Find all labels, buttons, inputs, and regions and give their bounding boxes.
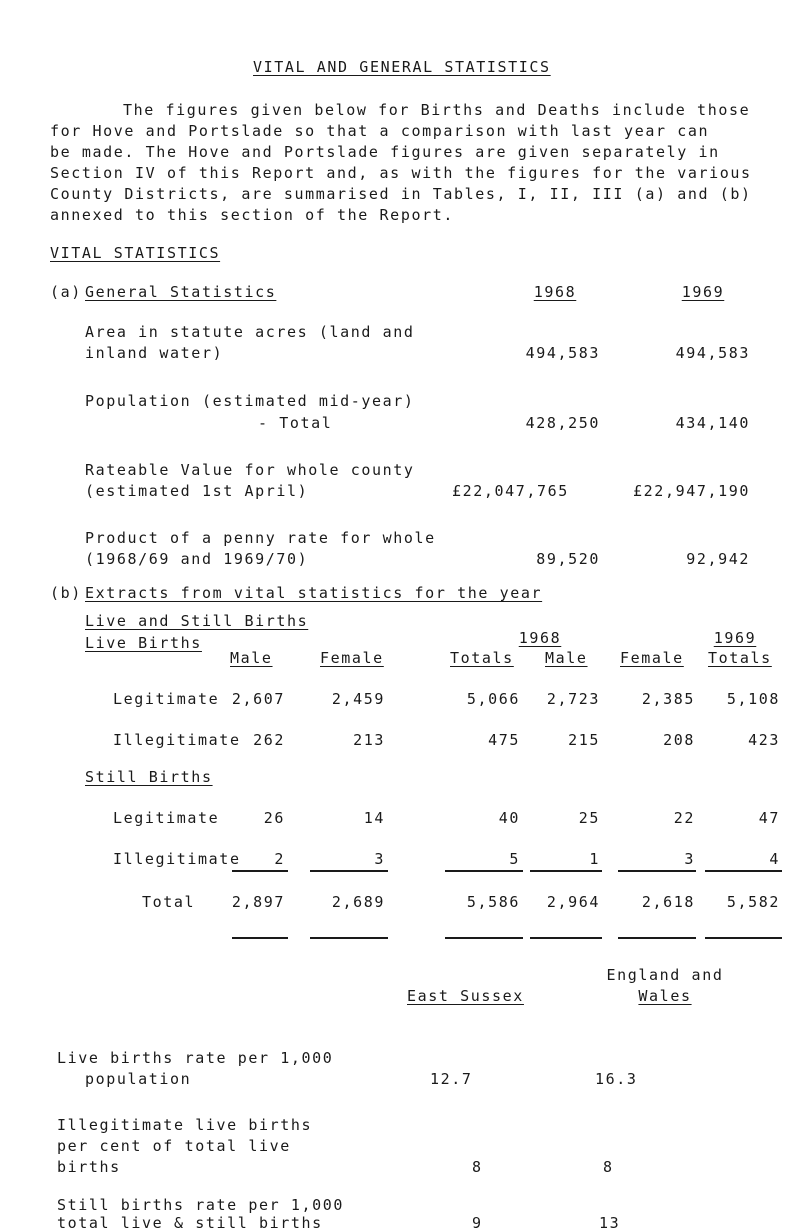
east-sussex-value: 8 xyxy=(472,1158,483,1176)
male-1968: 26 xyxy=(263,809,285,827)
female-1968: 213 xyxy=(353,731,385,749)
male-1968: 2,607 xyxy=(231,690,285,708)
intro-line: annexed to this section of the Report. xyxy=(50,206,454,224)
england-wales-value: 8 xyxy=(603,1158,614,1176)
england-wales-header-line: England and xyxy=(606,966,724,984)
intro-line: be made. The Hove and Portslade figures are given separately in xyxy=(50,143,720,161)
totals-header: Totals xyxy=(450,649,514,667)
sum-rule xyxy=(310,870,388,872)
male-header: Male xyxy=(230,649,273,667)
section-heading: VITAL STATISTICS xyxy=(50,244,221,262)
value-1969: 92,942 xyxy=(686,550,750,568)
value-1968: 494,583 xyxy=(525,344,600,362)
totals-header: Totals xyxy=(708,649,772,667)
total-rule xyxy=(705,937,782,939)
totals-1968: 5 xyxy=(509,850,520,868)
male-1968: 2 xyxy=(274,850,285,868)
intro-line: for Hove and Portslade so that a comparison with last year can xyxy=(50,122,710,140)
total-rule xyxy=(618,937,696,939)
intro-line: The figures given below for Births and Deaths include those xyxy=(123,101,751,119)
female-1969: 3 xyxy=(684,850,695,868)
row-label: Total xyxy=(142,893,196,911)
row-label: per cent of total live xyxy=(57,1137,291,1155)
year-1969-header: 1969 xyxy=(681,283,725,301)
value-1968: £22,047,765 xyxy=(452,482,569,500)
row-label: Area in statute acres (land and xyxy=(85,323,415,341)
row-label: Illegitimate xyxy=(113,850,241,868)
row-label: Illegitimate live births xyxy=(57,1116,313,1134)
male-1969: 2,723 xyxy=(546,690,600,708)
section-marker: (b) xyxy=(50,584,82,602)
male-header: Male xyxy=(545,649,588,667)
england-wales-value: 13 xyxy=(599,1214,621,1232)
year-1969-header: 1969 xyxy=(713,629,757,647)
row-label: Legitimate xyxy=(113,809,220,827)
year-1968-header: 1968 xyxy=(518,629,562,647)
sum-rule xyxy=(232,870,288,872)
row-label: births xyxy=(57,1158,121,1176)
page-title: VITAL AND GENERAL STATISTICS xyxy=(253,58,551,76)
totals-1969: 423 xyxy=(748,731,780,749)
england-wales-header-line: Wales xyxy=(638,987,692,1005)
female-1968: 2,689 xyxy=(331,893,385,911)
totals-1969: 4 xyxy=(769,850,780,868)
female-1969: 22 xyxy=(673,809,695,827)
male-1969: 2,964 xyxy=(546,893,600,911)
totals-1969: 5,108 xyxy=(726,690,780,708)
row-label: Live births rate per 1,000 xyxy=(57,1049,334,1067)
sum-rule xyxy=(445,870,523,872)
extracts-heading: Extracts from vital statistics for the year xyxy=(85,584,543,602)
row-label: population xyxy=(85,1070,192,1088)
value-1968: 89,520 xyxy=(536,550,600,568)
row-label: (1968/69 and 1969/70) xyxy=(85,550,309,568)
total-rule xyxy=(445,937,523,939)
sum-rule xyxy=(705,870,782,872)
live-births-header: Live Births xyxy=(85,634,202,652)
value-1969: 494,583 xyxy=(675,344,750,362)
male-1968: 2,897 xyxy=(231,893,285,911)
row-label: Rateable Value for whole county xyxy=(85,461,415,479)
row-label: (estimated 1st April) xyxy=(85,482,309,500)
value-1969: 434,140 xyxy=(675,414,750,432)
east-sussex-value: 9 xyxy=(472,1214,483,1232)
female-1968: 14 xyxy=(363,809,385,827)
total-rule xyxy=(530,937,602,939)
year-1968-header: 1968 xyxy=(533,283,577,301)
totals-1968: 40 xyxy=(498,809,520,827)
intro-line: County Districts, are summarised in Tables, I, II, III (a) and (b) xyxy=(50,185,752,203)
female-1968: 3 xyxy=(374,850,385,868)
totals-1969: 47 xyxy=(758,809,780,827)
female-1969: 208 xyxy=(663,731,695,749)
female-header: Female xyxy=(320,649,384,667)
east-sussex-header: East Sussex xyxy=(407,987,524,1005)
intro-line: Section IV of this Report and, as with the figures for the various xyxy=(50,164,752,182)
general-heading: General Statistics xyxy=(85,283,277,301)
male-1968: 262 xyxy=(253,731,285,749)
england-wales-value: 16.3 xyxy=(595,1070,638,1088)
sum-rule xyxy=(618,870,696,872)
row-label: Population (estimated mid-year) xyxy=(85,392,415,410)
female-header: Female xyxy=(620,649,684,667)
male-1969: 215 xyxy=(568,731,600,749)
male-1969: 25 xyxy=(578,809,600,827)
row-label: inland water) xyxy=(85,344,224,362)
totals-1968: 5,066 xyxy=(466,690,520,708)
totals-1968: 475 xyxy=(488,731,520,749)
still-births-heading: Still Births xyxy=(85,768,213,786)
male-1969: 1 xyxy=(589,850,600,868)
sum-rule xyxy=(530,870,602,872)
row-label: Illegitimate xyxy=(113,731,241,749)
row-label: total live & still births xyxy=(57,1214,323,1232)
row-label: - Total xyxy=(258,414,333,432)
total-rule xyxy=(310,937,388,939)
row-label: Product of a penny rate for whole xyxy=(85,529,436,547)
female-1969: 2,618 xyxy=(641,893,695,911)
female-1969: 2,385 xyxy=(641,690,695,708)
total-rule xyxy=(232,937,288,939)
female-1968: 2,459 xyxy=(331,690,385,708)
row-label: Still births rate per 1,000 xyxy=(57,1196,345,1214)
row-label: Legitimate xyxy=(113,690,220,708)
totals-1968: 5,586 xyxy=(466,893,520,911)
value-1968: 428,250 xyxy=(525,414,600,432)
value-1969: £22,947,190 xyxy=(633,482,750,500)
east-sussex-value: 12.7 xyxy=(430,1070,473,1088)
section-marker: (a) xyxy=(50,283,82,301)
totals-1969: 5,582 xyxy=(726,893,780,911)
births-subheading: Live and Still Births xyxy=(85,612,309,630)
